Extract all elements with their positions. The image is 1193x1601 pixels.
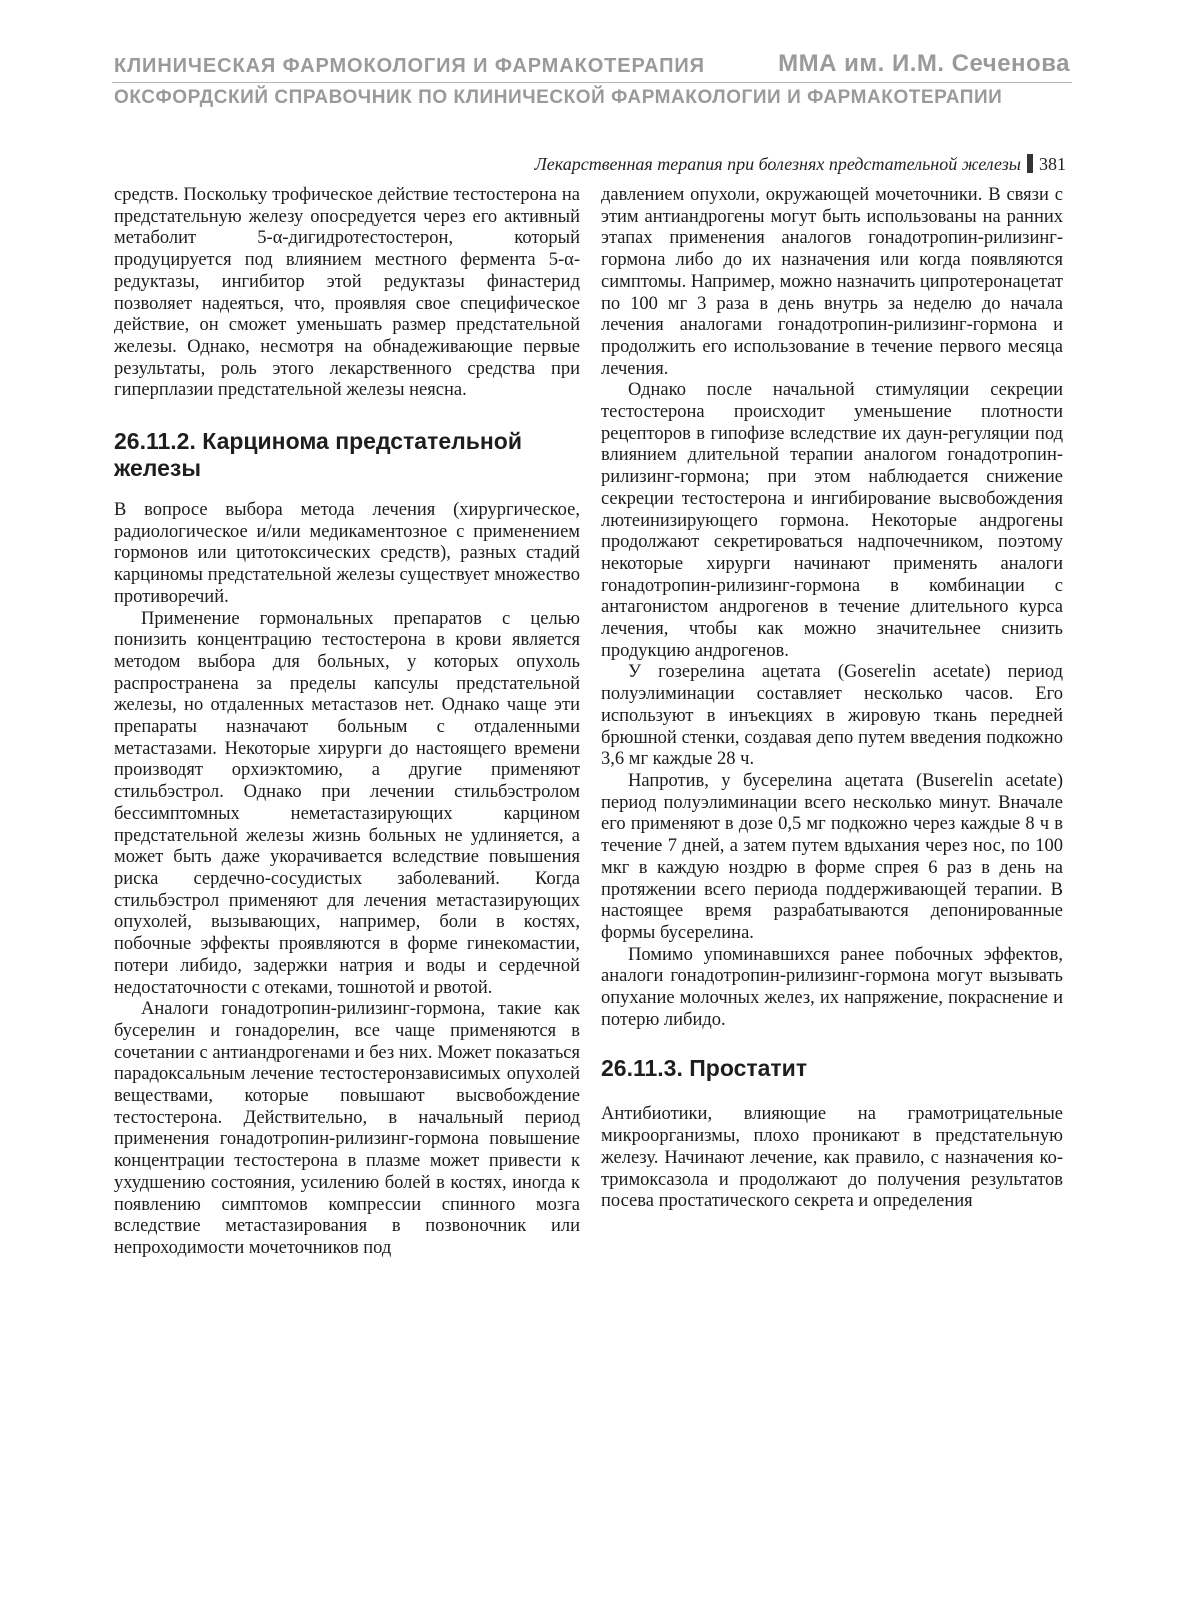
paragraph: У гозерелина ацетата (Goserelin acetate) период полуэлиминации составляет несколько часов. Его используют в инъекциях в жировую ткань передней брюшной стенки, создавая депо путем введения подкожно 3,6 мг каждые 28 ч. xyxy=(601,662,1063,770)
left-column xyxy=(114,185,580,1260)
paragraph: средств. Поскольку трофическое действие тестостерона на предстательную железу опосредуется через его активный метаболит 5-α-дигидротестостерон, который продуцируется под влиянием местного фермента 5-α-редуктазы, ингибитор этой редуктазы финастерид позволяет надеяться, что, проявляя свое специфическое действие, он сможет уменьшать размер предстательной железы. Однако, несмотря на обнадеживающие первые результаты, роль этого лекарственного средства при гиперплазии предстательной железы неясна. xyxy=(114,185,580,401)
running-head-marker xyxy=(1027,154,1033,173)
header-institution: ММА им. И.М. Сеченова xyxy=(778,50,1070,77)
paragraph: Антибиотики, влияющие на грамотрицательные микроорганизмы, плохо проникают в предстательную железу. Начинают лечение, как правило, с назначения ко-тримоксазола и продолжают до получения результатов посева простатического секрета и определения xyxy=(601,1104,1063,1212)
header-divider xyxy=(112,82,1072,83)
paragraph: Аналоги гонадотропин-рилизинг-гормона, такие как бусерелин и гонадорелин, все чаще применяются в сочетании с антиандрогенами и без них. Может показаться парадоксальным лечение тестостеронзависимых опухолей веществами, которые повышают высвобождение тестостерона. Действительно, в начальный период применения гонадотропин-рилизинг-гормона повышение концентрации тестостерона в плазме может привести к ухудшению состояния, усилению болей в костях, иногда к появлению симптомов компрессии спинного мозга вследствие метастазирования в позвоночник или непроходимости мочеточников под xyxy=(114,999,580,1258)
paragraph: Применение гормональных препаратов с целью понизить концентрацию тестостерона в крови является методом выбора для больных, у которых опухоль распространена за пределы капсулы предстательной железы, но отдаленных метастазов нет. Однако чаще эти препараты назначают больным с отдаленными метастазами. Некоторые хирурги до настоящего времени производят орхиэктомию, а другие применяют стильбэстрол. Однако при лечении стильбэстролом бессимптомных неметастазирующих карцином предстательной железы жизнь больных не удлиняется, а может быть даже укорачивается вследствие повышения риска сердечно-сосудистых заболеваний. Когда стильбэстрол применяют для лечения метастазирующих опухолей, вызывающих, например, боли в костях, побочные эффекты проявляются в форме гинекомастии, потери либидо, задержки натрия и воды и сердечной недостаточности с отеками, тошнотой и рвотой. xyxy=(114,608,580,998)
running-head xyxy=(440,154,1066,175)
paragraph: давлением опухоли, окружающей мочеточники. В связи с этим антиандрогены могут быть использованы на ранних этапах применения аналогов гонадотропин-рилизинг-гормона либо до их назначения или когда появляются симптомы. Например, можно назначить ципротеронацетат по 100 мг 3 раза в день внутрь за неделю до начала лечения аналогами гонадотропин-рилизинг-гормона и продолжить его использование в течение первого месяца лечения. xyxy=(601,185,1063,379)
paragraph: Напротив, у бусерелина ацетата (Buserelin acetate) период полуэлиминации всего несколько минут. Вначале его применяют в дозе 0,5 мг подкожно через каждые 8 ч в течение 7 дней, а затем путем вдыхания через нос, по 100 мкг в каждую ноздрю в форме спрея 6 раз в день на протяжении всего периода поддерживающей терапии. В настоящее время разрабатываются депонированные формы бусерелина. xyxy=(601,770,1063,943)
section-heading-carcinoma: 26.11.2. Карцинома предстательной железы xyxy=(114,428,522,482)
running-head-title: Лекарственная терапия при болезнях предстательной железы xyxy=(534,154,1021,174)
header-series-title: КЛИНИЧЕСКАЯ ФАРМОКОЛОГИЯ И ФАРМАКОТЕРАПИЯ xyxy=(114,55,705,77)
right-column xyxy=(601,185,1063,1213)
paragraph: Помимо упоминавшихся ранее побочных эффектов, аналоги гонадотропин-рилизинг-гормона могут вызывать опухание молочных желез, их напряжение, покраснение и потерю либидо. xyxy=(601,944,1063,1030)
paragraph: Однако после начальной стимуляции секреции тестостерона происходит уменьшение плотности рецепторов в гипофизе вследствие их даун-регуляции под влиянием длительной терапии аналогом гонадотропин-рилизинг-гормона; при этом наблюдается снижение секреции тестостерона и ингибирование высвобождения лютеинизирующего гормона. Некоторые андрогены продолжают секретироваться надпочечником, поэтому некоторые хирурги начинают применять аналоги гонадотропин-рилизинг-гормона в комбинации с антагонистом андрогенов в течение длительного курса лечения, чтобы как можно значительнее снизить продукцию андрогенов. xyxy=(601,380,1063,661)
paragraph: В вопросе выбора метода лечения (хирургическое, радиологическое и/или медикаментозное с применением гормонов или цитотоксических средств), разных стадий карциномы предстательной железы существует множество противоречий. xyxy=(114,500,580,607)
header-book-title: ОКСФОРДСКИЙ СПРАВОЧНИК ПО КЛИНИЧЕСКОЙ ФАРМАКОЛОГИИ И ФАРМАКОТЕРАПИИ xyxy=(114,87,1003,108)
page-number: 381 xyxy=(1039,154,1066,174)
section-heading-prostatitis: 26.11.3. Простатит xyxy=(601,1055,808,1082)
header-line-1 xyxy=(114,50,1070,84)
